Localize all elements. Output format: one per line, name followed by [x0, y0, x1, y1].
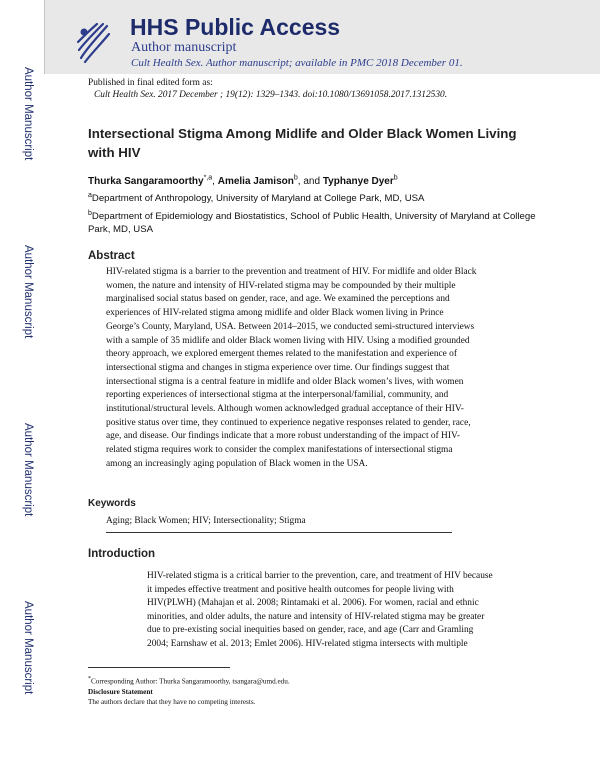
abstract-line: intersectional stigma is a central feature in midlife and older Black women’s lives, with women: [106, 376, 464, 387]
author-affiliation-marker: b: [293, 174, 298, 182]
header-subtitle: Author manuscript: [131, 40, 237, 55]
paper-title: Intersectional Stigma Among Midlife and Older Black Women Living with HIV: [88, 126, 517, 160]
abstract-line: with a sample of 35 midlife and older Black women living with HIV. Using a modified grounded: [106, 335, 470, 346]
author-name: Amelia Jamison: [217, 176, 294, 187]
author-affiliation-marker: *,a: [203, 174, 213, 182]
abstract-line: reporting experiences of intersectional stigma at the interpersonal/familial, community, and: [106, 390, 449, 401]
abstract-body: [106, 266, 542, 472]
abstract-line: positive status over time, they continued to experience negative responses related to gender, race,: [106, 417, 471, 428]
abstract-line: George’s County, Maryland, USA. Between 2014–2015, we conducted semi-structured interviews: [106, 321, 475, 332]
abstract-line: age, and disease. Our findings indicate that a more robust understanding of the impact of HIV-: [106, 431, 460, 442]
author-name: Typhanye Dyer: [322, 176, 394, 187]
author-manuscript-sidebar: [0, 0, 44, 776]
corresponding-author-text: Corresponding Author: Thurka Sangaramoorthy, tsangara@umd.edu.: [91, 677, 290, 686]
introduction-body: [147, 570, 567, 651]
header-title: HHS Public Access: [130, 14, 341, 40]
introduction-line: it impedes effective treatment and positive health outcomes for people living with: [147, 584, 454, 595]
abstract-line: women, the nature and intensity of HIV-related stigma may be compounded by their multiple: [106, 280, 456, 291]
header-citation: Cult Health Sex. Author manuscript; available in PMC 2018 December 01.: [131, 57, 463, 69]
author-list: [88, 176, 398, 187]
disclosure-text: The authors declare that they have no competing interests.: [88, 698, 256, 707]
introduction-line: HIV(PLWH) (Mahajan et al. 2008; Rintamaki et al. 2006). For women, racial and ethnic: [147, 598, 479, 608]
author-separator: , and: [297, 176, 323, 187]
section-divider: [106, 532, 452, 533]
abstract-line: marginalised social status based on gender, race, and age. We examined the perceptions and: [106, 294, 450, 305]
introduction-line: HIV-related stigma is a critical barrier to the prevention, care, and treatment of HIV because: [147, 571, 493, 581]
published-citation: Cult Health Sex. 2017 December ; 19(12): 1329–1343. doi:10.1080/13691058.2017.1312530.: [94, 90, 448, 100]
abstract-line: institutional/structural levels. Although women acknowledged gradual acceptance of their HIV-: [106, 404, 464, 415]
footnote-marker: *: [88, 676, 91, 682]
abstract-line: intersectional stigma and changes in stigma experience over time. Our findings suggest that: [106, 362, 450, 373]
sidebar-label: Author Manuscript: [22, 423, 34, 517]
introduction-heading: Introduction: [88, 548, 156, 560]
abstract-heading: Abstract: [88, 250, 135, 262]
author-name: Thurka Sangaramoorthy: [88, 176, 204, 187]
hhs-header: [44, 0, 600, 74]
affiliation-text: Department of Anthropology, University of Maryland at College Park, MD, USA: [91, 193, 425, 204]
affiliation: [88, 192, 548, 205]
introduction-line: 2004; Earnshaw et al. 2013; Emlet 2006). HIV-related stigma intersects with multiple: [147, 638, 468, 649]
abstract-line: experiences of HIV-related stigma among midlife and older Black women living in Prince: [106, 308, 444, 319]
keywords-heading: Keywords: [88, 498, 136, 509]
abstract-line: theory approach, we explored emergent themes related to the manifestation and experience of: [106, 349, 457, 360]
publication-info: [88, 77, 447, 101]
sidebar-label: Author Manuscript: [22, 67, 34, 161]
abstract-line: among an increasingly aging population of Black women in the USA.: [106, 458, 368, 469]
author-separator: ,: [212, 176, 218, 187]
sidebar-label: Author Manuscript: [22, 245, 34, 339]
introduction-line: due to pre-existing social inequities based on gender, race, and age (Carr and Gramling: [147, 625, 474, 635]
abstract-line: HIV-related stigma is a barrier to the prevention and treatment of HIV. For midlife and older Black: [106, 267, 477, 277]
introduction-line: minorities, and older adults, the nature and intensity of HIV-related stigma may be greater: [147, 611, 485, 622]
abstract-line: related stigma requires work to consider the complex manifestations of intersectional stigma: [106, 445, 453, 456]
footnotes: [88, 674, 290, 708]
affiliation: [88, 210, 548, 236]
sidebar-label: Author Manuscript: [22, 601, 34, 695]
corresponding-author-note: [88, 674, 290, 687]
published-label: Published in final edited form as:: [88, 78, 213, 88]
author-affiliation-marker: b: [393, 174, 398, 182]
keywords-list: Aging; Black Women; HIV; Intersectionality; Stigma: [106, 516, 306, 526]
affiliation-text: Department of Epidemiology and Biostatistics, School of Public Health, University of Maryland at College Park, MD, USA: [88, 211, 536, 235]
affiliation-marker: b: [88, 209, 92, 217]
affiliation-marker: a: [88, 191, 92, 199]
hhs-eagle-icon: [75, 18, 111, 64]
footnote-divider: [88, 667, 230, 668]
disclosure-heading: Disclosure Statement: [88, 687, 153, 696]
